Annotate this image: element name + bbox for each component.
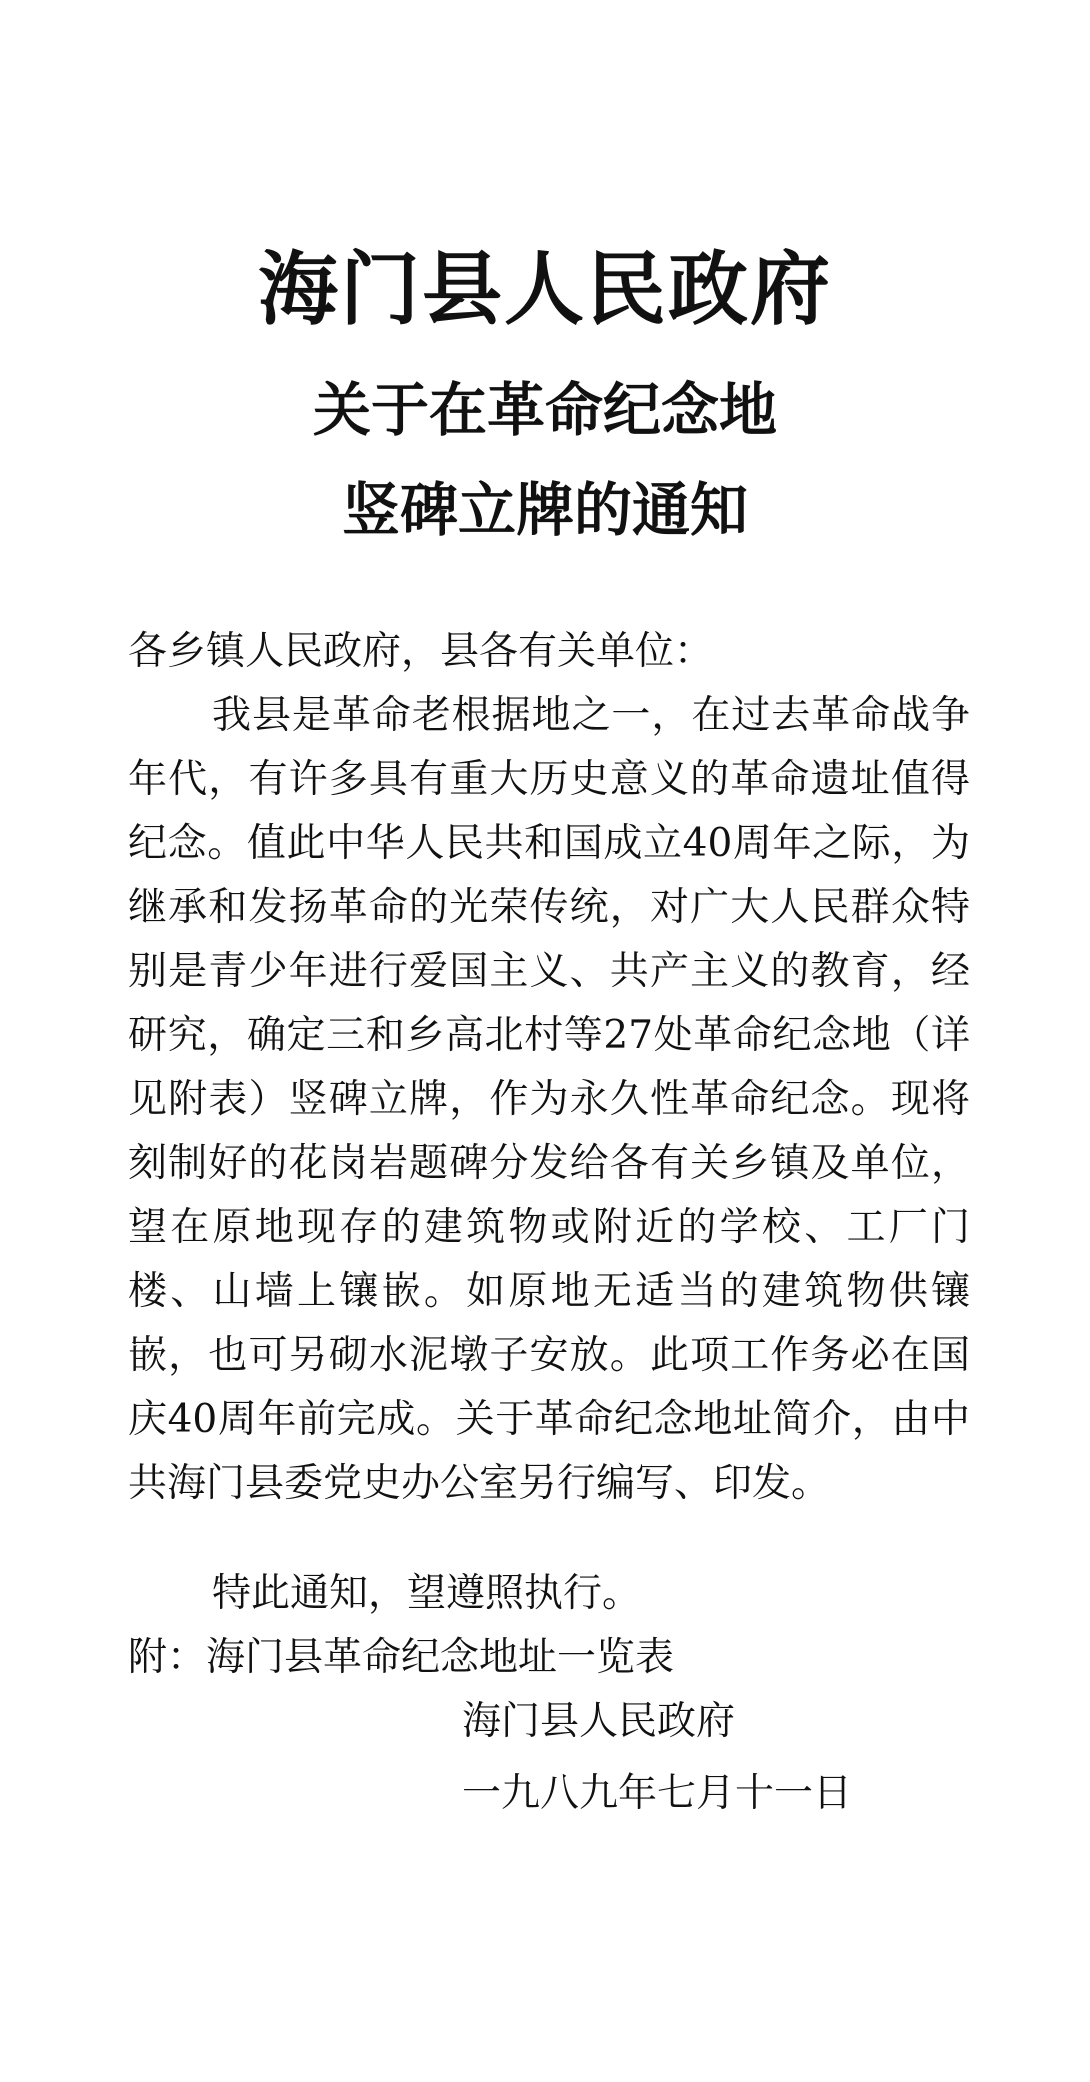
attachment-note: 附：海门县革命纪念地址一览表 <box>128 1635 675 1680</box>
issuer-signature: 海门县人民政府 <box>462 1699 736 1744</box>
salutation: 各乡镇人民政府，县各有关单位： <box>128 629 714 674</box>
document-subtitle-line1: 关于在革命纪念地 <box>312 376 777 444</box>
issue-date: 一九八九年七月十一日 <box>462 1771 853 1816</box>
closing-line: 特此通知，望遵照执行。 <box>212 1571 642 1616</box>
document-title: 海门县人民政府 <box>258 243 832 336</box>
body-paragraph: 我县是革命老根据地之一，在过去革命战争年代，有许多具有重大历史意义的革命遗址值得纪念。值此中华人民共和国成立40周年之际，为继承和发扬革命的光荣传统，对广大人民群众特别是青少年进行爱国主义、共产主义的教育，经研究，确定三和乡高北村等27处革命纪念地（详见附表）竖碑立牌，作为永久性革命纪念。现将刻制好的花岗岩题碑分发给各有关乡镇及单位，望在原地现存的建筑物或附近的学校、工厂门楼、山墙上镶嵌。如原地无适当的建筑物供镶嵌，也可另砌水泥墩子安放。此项工作务必在国庆40周年前完成。关于革命纪念地址简介，由中共海门县委党史办公室另行编写、印发。 <box>128 693 970 1506</box>
document-subtitle-line2: 竖碑立牌的通知 <box>341 476 748 544</box>
